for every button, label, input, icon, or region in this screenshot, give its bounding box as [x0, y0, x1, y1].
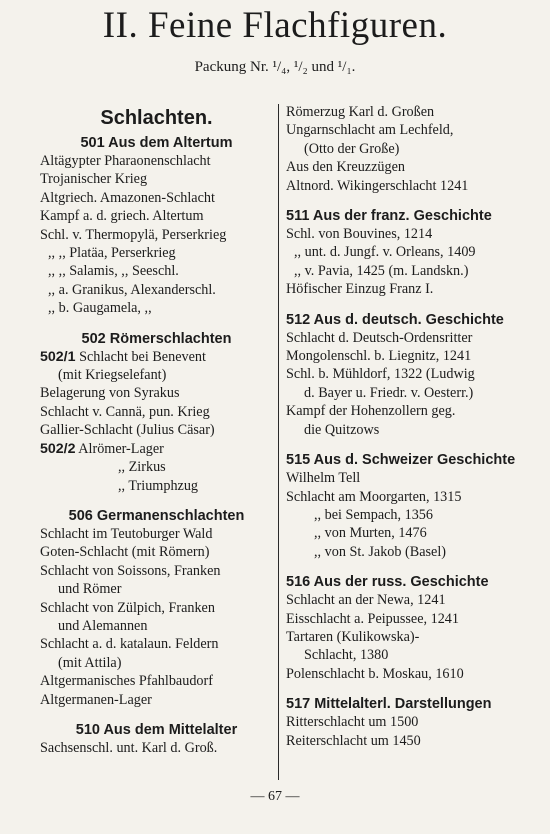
list-item: Eisschlacht a. Peipussee, 1241	[286, 610, 459, 627]
section-main-heading: Schlachten.	[100, 107, 213, 129]
list-item: ,, Zirkus	[118, 459, 166, 476]
list-item: Ungarnschlacht am Lechfeld,	[286, 122, 454, 139]
list-item: Schlacht d. Deutsch-Ordensritter	[286, 329, 473, 346]
list-item: ,, Triumphzug	[118, 477, 199, 494]
list-item: Altgriech. Amazonen-Schlacht	[40, 189, 215, 206]
list-item: ,, von Murten, 1476	[314, 525, 427, 542]
list-item: Altnord. Wikingerschlacht 1241	[286, 177, 469, 194]
list-item: ,, unt. d. Jungf. v. Orleans, 1409	[294, 244, 476, 261]
list-item: Aus den Kreuzzügen	[286, 159, 405, 176]
list-item: Schlacht v. Cannä, pun. Krieg	[40, 403, 210, 420]
list-item: und Römer	[58, 581, 122, 598]
section-510-heading: 510 Aus dem Mittelalter	[75, 721, 238, 738]
list-item: Schlacht a. d. katalaun. Feldern	[40, 636, 219, 653]
list-item: Schlacht, 1380	[304, 647, 389, 664]
section-516-heading: 516 Aus der russ. Geschichte	[286, 574, 489, 591]
section-501-heading: 501 Aus dem Altertum	[80, 135, 233, 151]
item-number: 502/2	[40, 440, 76, 457]
list-item: und Alemannen	[58, 617, 148, 634]
list-item: Sachsenschl. unt. Karl d. Groß.	[40, 739, 218, 756]
list-item: Altgermanen-Lager	[40, 691, 152, 708]
page-number: — 67 —	[250, 789, 300, 804]
list-item: Mongolenschl. b. Liegnitz, 1241	[286, 348, 472, 365]
list-item: Römerzug Karl d. Großen	[286, 104, 435, 120]
list-item: ,, a. Granikus, Alexanderschl.	[48, 281, 216, 298]
list-item: (mit Kriegselefant)	[58, 367, 167, 384]
list-item: Schlacht von Soissons, Franken	[40, 562, 221, 579]
list-item: Schl. b. Mühldorf, 1322 (Ludwig	[286, 366, 475, 383]
list-item: Goten-Schlacht (mit Römern)	[40, 544, 210, 561]
list-item: Schlacht im Teutoburger Wald	[40, 525, 213, 542]
list-item: ,, bei Sempach, 1356	[314, 506, 433, 523]
list-item: ,, b. Gaugamela, ,,	[48, 300, 152, 317]
section-512-heading: 512 Aus d. deutsch. Geschichte	[286, 311, 504, 328]
list-item: Kampf der Hohenzollern geg.	[286, 403, 456, 420]
list-item: 502/2 Alrömer-Lager	[40, 440, 164, 457]
section-517-heading: 517 Mittelalterl. Darstellungen	[286, 696, 492, 713]
section-502-heading: 502 Römerschlachten	[81, 330, 232, 347]
section-515-heading: 515 Aus d. Schweizer Geschichte	[286, 452, 516, 469]
list-item: (Otto der Große)	[304, 140, 400, 157]
section-506-heading: 506 Germanenschlachten	[68, 507, 245, 524]
list-item: Schlacht von Zülpich, Franken	[40, 599, 215, 616]
list-item: Reiterschlacht um 1450	[286, 732, 421, 749]
list-item: d. Bayer u. Friedr. v. Oesterr.)	[304, 384, 474, 401]
list-item: Schl. von Bouvines, 1214	[286, 226, 433, 243]
list-item: ,, von St. Jakob (Basel)	[314, 543, 447, 560]
list-item: die Quitzows	[304, 421, 380, 438]
item-number: 502/1	[40, 348, 76, 365]
list-item: Trojanischer Krieg	[40, 171, 148, 188]
list-item: Kampf a. d. griech. Altertum	[40, 208, 204, 225]
list-item: Schlacht an der Newa, 1241	[286, 592, 446, 609]
list-item: Schl. v. Thermopylä, Perserkrieg	[40, 226, 227, 243]
list-item: Altägypter Pharaonenschlacht	[40, 153, 211, 169]
list-item: ,, ,, Salamis, ,, Seeschl.	[48, 263, 179, 280]
list-item: 502/1 Schlacht bei Benevent	[40, 348, 206, 365]
list-item: Ritterschlacht um 1500	[286, 714, 419, 731]
right-column	[286, 103, 518, 750]
list-item: (mit Attila)	[58, 654, 122, 671]
list-item: Altgermanisches Pfahlbaudorf	[40, 673, 213, 690]
list-item: ,, v. Pavia, 1425 (m. Landskn.)	[294, 262, 469, 279]
page-title: II. Feine Flachfiguren.	[102, 5, 448, 46]
list-item: Höfischer Einzug Franz I.	[286, 281, 434, 298]
section-511-heading: 511 Aus der franz. Geschichte	[286, 208, 492, 225]
list-item: Tartaren (Kulikowska)-	[286, 628, 420, 645]
column-divider	[278, 104, 279, 780]
list-item: Gallier-Schlacht (Julius Cäsar)	[40, 422, 215, 439]
list-item: Belagerung von Syrakus	[40, 385, 180, 402]
left-column	[40, 106, 273, 757]
list-item: Polenschlacht b. Moskau, 1610	[286, 665, 464, 682]
list-item: Schlacht am Moorgarten, 1315	[286, 488, 462, 505]
list-item: Wilhelm Tell	[286, 470, 361, 487]
list-item: ,, ,, Platäa, Perserkrieg	[48, 245, 176, 262]
packaging-subtitle: Packung Nr. ¹/₄, ¹/₂ und ¹/₁.	[194, 59, 356, 75]
